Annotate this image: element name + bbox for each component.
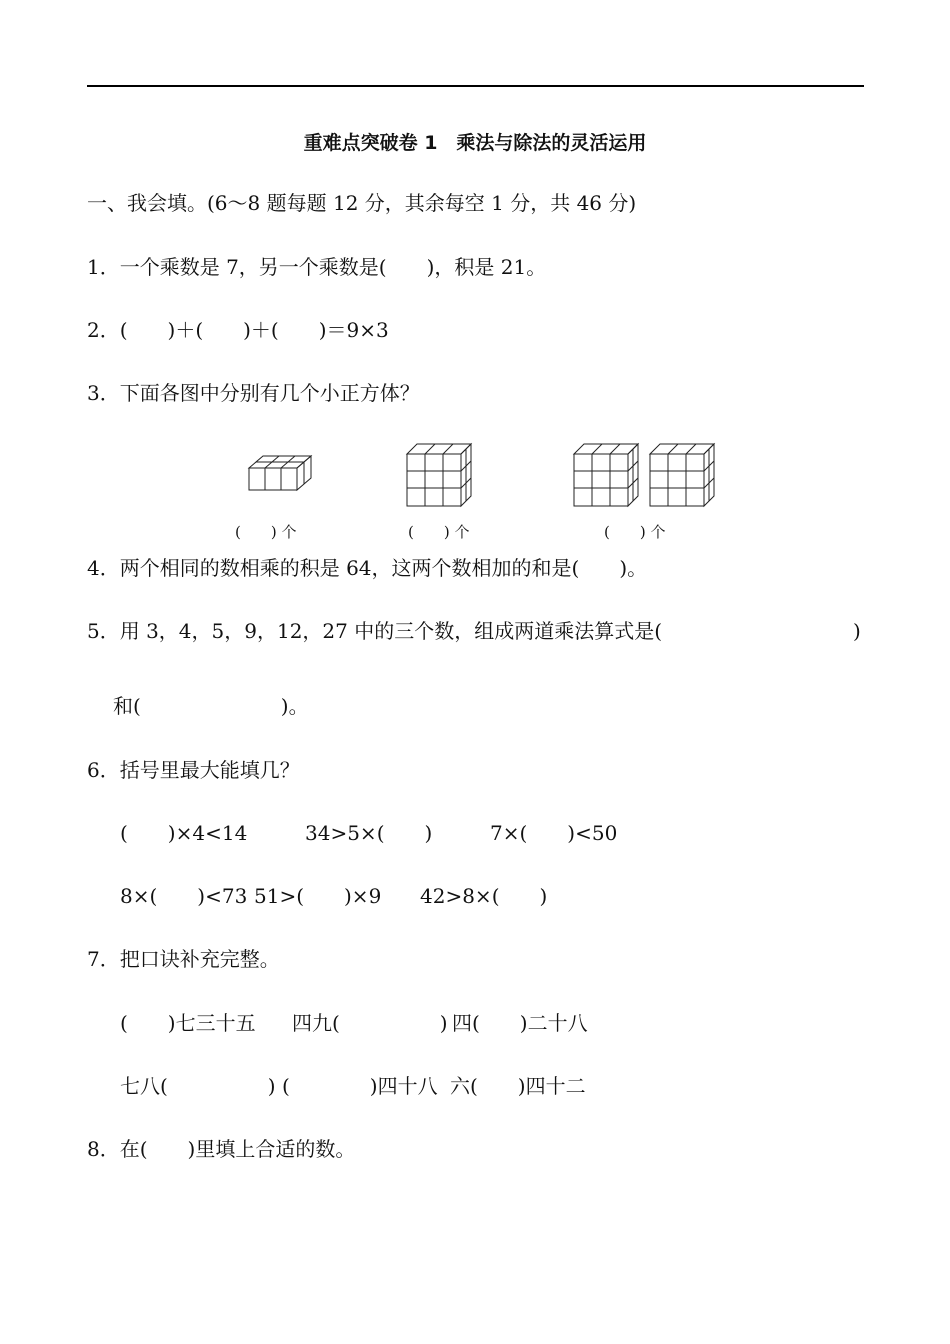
section-heading: 一、我会填。(6～8 题每题 12 分，其余每空 1 分，共 46 分) [87,191,637,215]
q6-item: 42>8×( ) [420,884,548,908]
q7-item: 四九( ) [292,1011,448,1035]
question-4: 4．两个相同的数相乘的积是 64，这两个数相加的和是( )。 [87,556,648,580]
question-8: 8．在( )里填上合适的数。 [87,1137,356,1161]
q7-item: ( )七三十五 [120,1011,256,1035]
q6-item: 8×( )<73 [120,884,248,908]
q7-item: 七八( ) [120,1074,276,1098]
q6-item: ( )×4<14 [120,821,248,845]
question-5-close-paren: ) [853,619,861,643]
cube-figure-3 [570,440,720,512]
q7-item: ( )四十八 [282,1074,438,1098]
q6-item: 34>5×( ) [305,821,433,845]
question-7: 7．把口诀补充完整。 [87,947,280,971]
q7-item: 四( )二十八 [452,1011,588,1035]
q6-item: 7×( )<50 [490,821,618,845]
question-6: 6．括号里最大能填几？ [87,758,300,782]
answer-blank-fig3: ( ) 个 [604,523,666,541]
question-3: 3．下面各图中分别有几个小正方体？ [87,381,420,405]
top-rule [87,85,864,87]
q7-item: 六( )四十二 [450,1074,586,1098]
question-5-line-2: 和( )。 [113,694,309,718]
question-5: 5．用 3，4，5，9，12，27 中的三个数，组成两道乘法算式是( [87,619,663,643]
page-title: 重难点突破卷 1 乘法与除法的灵活运用 [303,132,647,154]
question-1: 1．一个乘数是 7，另一个乘数是( )，积是 21。 [87,255,547,279]
answer-blank-fig2: ( ) 个 [408,523,470,541]
cube-figure-2 [403,440,475,512]
question-2: 2．( )＋( )＋( )＝9×3 [87,318,389,342]
q6-item: 51>( )×9 [254,884,382,908]
cube-figure-1 [245,450,317,496]
answer-blank-fig1: ( ) 个 [235,523,297,541]
